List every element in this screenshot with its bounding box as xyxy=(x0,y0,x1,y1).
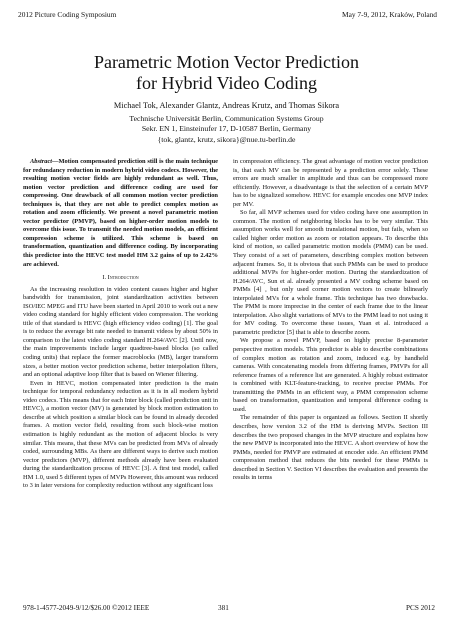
affiliation-line-2: Sekr. EN 1, Einsteinufer 17, D-10587 Berlin, Germany xyxy=(141,124,312,134)
footer-page-number: 381 xyxy=(218,604,229,612)
right-paragraph-2: So far, all MVP schemes used for video coding have one assumption in common. The motion of neighboring blocks has to be very similar. This assumption works well for smooth translational motion, but fails, when so called higher order motion as zoom or rotation appears. To describe this kind of motion, so called parametric motion models (PMM) can be used. They consist of a set of parameters, describing complex motion between adjacent frames. So, it is obvious that such PMMs can be used to produce additional MVPs for higher-order motion. During the standardization of H.264/AVC, Sun et al. already presented a MV coding scheme based on PMMs [4] , but only used corner motion vectors to create bilinearly interpolated MVs for a whole frame. This technique has two drawbacks. The PMM is more imprecise in the center of each frame due to the linear interpolation. Also slight variations of MVs to the PMM lead to not using it for MV coding. To overcome these issues, Yuan et al. introduced a parametric predictor [5] that is able to describe zoom. xyxy=(233,209,428,336)
paper-title-line-1: Parametric Motion Vector Prediction xyxy=(93,52,360,72)
intro-paragraph-1: As the increasing resolution in video content causes higher and higher bandwidth for transmission, joint standardization activities between ISO/IEC MPEG and ITU have been started in April 2010 to work out a new video coding standard for highly efficient video compression. The working title of that standard is HEVC (high efficiency video coding) [1]. The goal is to reduce the average bit rate needed to transmit videos by about 50% in comparison to the latest video coding standard H.264/AVC [2]. Until now, the main improvements include larger quadtree-based blocks (so called coding units) that replace the former macroblocks (MB), larger transform sizes, a better motion vector prediction scheme, better interpolation filters, and an optional adaptive loop filter that is based on Wiener filtering. xyxy=(23,285,218,379)
left-column xyxy=(23,158,218,491)
author-emails: {tok, glantz, krutz, sikora}@nue.tu-berlin.de xyxy=(157,134,296,144)
author-names: Michael Tok, Alexander Glantz, Andreas Krutz, and Thomas Sikora xyxy=(113,101,340,110)
paper-title xyxy=(0,52,453,94)
footer-venue: PCS 2012 xyxy=(406,604,435,612)
header-conference: 2012 Picture Coding Symposium xyxy=(18,10,117,19)
right-paragraph-3: We propose a novel PMVP, based on highly precise 8-parameter perspective motion models. This predictor is able to describe combinations of complex motion as rotation and zoom, induced e.g. by handheld cameras. With concatenating models from differing frames, PMVPs for all reference frames of a reference list are generated. A highly robust estimator is combined with KLT-feature-tracking, to receive precise PMMs. For transmitting the PMMs in an efficient way, a PMM compression scheme based on transformation, quantization and temporal difference coding is used. xyxy=(233,337,428,413)
right-column xyxy=(233,158,428,483)
intro-paragraph-2: Even in HEVC, motion compensated inter prediction is the main technique for temporal redundancy reduction as it is in all modern hybrid video codecs. This means that for each Inter block (called prediction unit in HEVC), a motion vector (MV) is generated by block motion estimation to describe at which position a similar block can be found in already decoded frames. A motion vector field, resulting from such block-wise motion estimation is highly redundant as the motion of adjacent blocks is very similar. This means, that these MVs can be predicted from MVs of already coded, surrounding MBs. As there are different ways to derive such motion vector predictors (MVP), different methods already have been evaluated during the standardization process of HEVC [3]. A first test model, called HM 1.0, used 5 different types of MVPs However, this amount was reduced to 3 in later versions for complexity reduction without any significant loss xyxy=(23,379,218,490)
abstract xyxy=(23,158,218,269)
section-heading-introduction: I. Introduction xyxy=(102,274,139,282)
author-block xyxy=(0,101,453,145)
right-paragraph-4: The remainder of this paper is organized as follows. Section II shortly describes, how version 3.2 of the HM is deriving MVPs. Section III describes the two proposed changes in the MVP structure and explains how the new PMVP is incorporated into the HEVC. A short overview of how the PMMs, needed for PMVP are estimated at encoder side. An efficient PMM compression method that reduces the bits needed for these PMMs is described in Section V. Section VI describes the evaluation and presents the results in terms xyxy=(233,414,428,482)
abstract-label: Abstract xyxy=(30,158,53,165)
footer-isbn-copyright: 978-1-4577-2049-9/12/$26.00 ©2012 IEEE xyxy=(23,604,150,612)
paper-title-line-2: for Hybrid Video Coding xyxy=(135,73,318,93)
affiliation-line-1: Technische Universität Berlin, Communication Systems Group xyxy=(129,114,324,124)
right-paragraph-1: in compression efficiency. The great advantage of motion vector prediction is, that each MV can be represented by a prediction error solely. These errors are much smaller in amplitude and thus can be compressed more efficiently. However, a disadvantage is that the selection of a certain MVP has to be signalized somehow. HEVC for example encodes one MVP index per MV. xyxy=(233,158,428,208)
abstract-text: —Motion compensated prediction still is the main technique for redundancy reduction in modern hybrid video codecs. However, the resulting motion vector fields are highly redundant as well. Thus, motion vector prediction and difference coding are used for compressing. One drawback of all common motion vector prediction techniques is, that they are not able to predict complex motion as rotation and zoom efficiently. We present a novel parametric motion vector predictor (PMVP), based on higher-order motion models to overcome this issue. To transmit the needed motion models, an efficient compression scheme is utilized. This scheme is based on transformation, quantization and difference coding. By incorporating this predictor into the HEVC test model HM 3.2 gains of up to 2.42% are achieved. xyxy=(23,158,218,268)
header-date-location: May 7-9, 2012, Kraków, Poland xyxy=(342,10,437,19)
